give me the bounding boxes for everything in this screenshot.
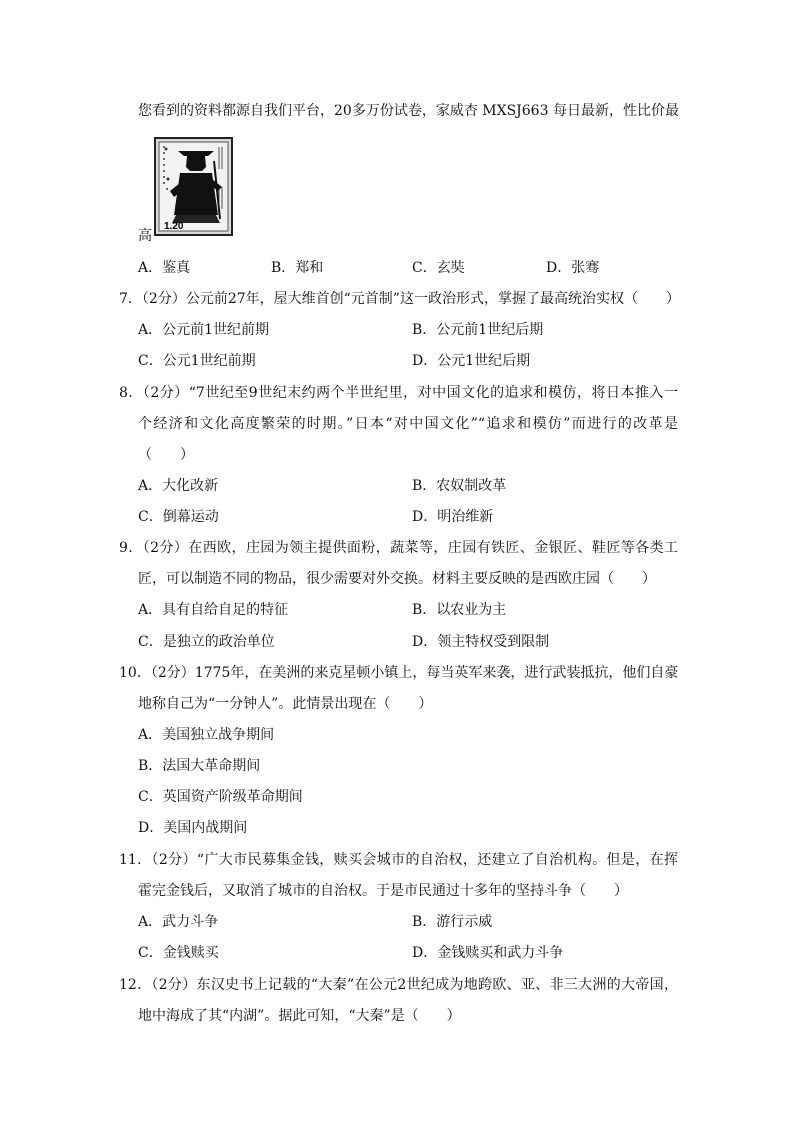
q6-option-d: D．张骞 — [546, 260, 600, 276]
q7-option-d: D．公元1世纪后期 — [412, 353, 531, 369]
stamp-illustration — [156, 139, 231, 234]
q9-option-a: A．具有自给自足的特征 — [138, 602, 289, 618]
q8-question-line-3: （ ） — [138, 447, 194, 463]
q9-question-line-2: 匠，可以制造不同的物品，很少需要对外交换。材料主要反映的是西欧庄园（ ） — [138, 571, 656, 587]
q8-option-c: C．倒幕运动 — [138, 509, 219, 525]
q11-question-line-1: 11．（2分）“广大市民募集金钱，赎买会城市的自治权，还建立了自治机构。但是，在挥 — [119, 852, 678, 868]
q8-question-line-2: 个经济和文化高度繁荣的时期。”日本“对中国文化”“追求和模仿”而进行的改革是 — [138, 416, 678, 432]
header-promo-line: 您看到的资料都源自我们平台，20多万份试卷，家威杏 MXSJ663 每日最新，性比价最 — [138, 103, 679, 119]
q12-question-line-1: 12．（2分）东汉史书上记载的“大秦”在公元2世纪成为地跨欧、亚、非三大洲的大帝国， — [119, 977, 678, 993]
q10-question-line-2: 地称自己为“一分钟人”。此情景出现在（ ） — [138, 696, 433, 712]
q10-option-d: D．美国内战期间 — [138, 820, 248, 836]
q8-option-d: D．明治维新 — [412, 509, 494, 525]
q11-option-d: D．金钱赎买和武力斗争 — [412, 945, 564, 961]
q12-question-line-2: 地中海成了其“内湖”。据此可知，“大秦”是（ ） — [138, 1008, 461, 1024]
q9-option-d: D．领主特权受到限制 — [412, 634, 550, 650]
q7-option-c: C．公元1世纪前期 — [138, 353, 256, 369]
q7-option-b: B．公元前1世纪后期 — [412, 322, 544, 338]
q9-option-b: B．以农业为主 — [412, 602, 507, 618]
q10-option-a: A．美国独立战争期间 — [138, 727, 275, 743]
q10-option-b: B．法国大革命期间 — [138, 758, 261, 774]
q7-question: 7．（2分）公元前27年，屋大维首创“元首制”这一政治形式，掌握了最高统治实权（ ） — [119, 291, 680, 307]
stamp-image — [154, 137, 233, 236]
q11-option-a: A．武力斗争 — [138, 914, 219, 930]
q7-option-a: A．公元前1世纪前期 — [138, 322, 270, 338]
header-tail: 高 — [138, 228, 152, 244]
q6-option-b: B．郑和 — [271, 260, 324, 276]
q8-question-line-1: 8．（2分）“7世纪至9世纪末约两个半世纪里，对中国文化的追求和模仿，将日本推入一 — [119, 385, 678, 401]
q9-question-line-1: 9．（2分）在西欧，庄园为领主提供面粉，蔬菜等，庄园有铁匠、金银匠、鞋匠等各类工 — [119, 540, 678, 556]
q9-option-c: C．是独立的政治单位 — [138, 634, 275, 650]
q11-question-line-2: 霍完金钱后，又取消了城市的自治权。于是市民通过十多年的坚持斗争（ ） — [138, 883, 628, 899]
q8-option-a: A．大化改新 — [138, 478, 219, 494]
q6-option-c: C．玄奘 — [412, 260, 465, 276]
q10-question-line-1: 10．（2分）1775年，在美洲的来克星顿小镇上，每当英军来袭，进行武装抵抗，他们自豪 — [119, 665, 679, 681]
q10-option-c: C．英国资产阶级革命期间 — [138, 789, 303, 805]
stamp-value: 1.20 — [164, 221, 184, 232]
q6-option-a: A．鉴真 — [138, 260, 191, 276]
q11-option-c: C．金钱赎买 — [138, 945, 219, 961]
q11-option-b: B．游行示威 — [412, 914, 493, 930]
q8-option-b: B．农奴制改革 — [412, 478, 507, 494]
